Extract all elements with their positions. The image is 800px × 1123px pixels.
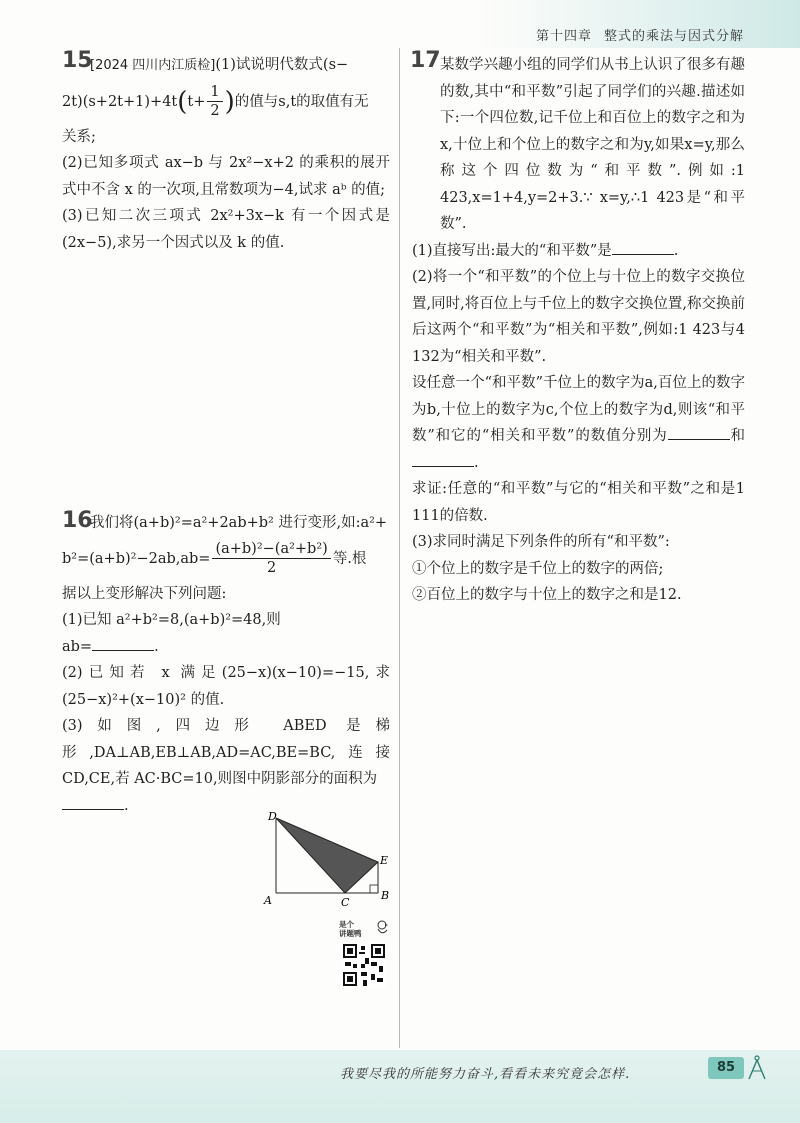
q16-intro-d: 据以上变形解决下列问题: [62, 585, 227, 602]
running-header [536, 25, 744, 44]
footer-motto: 我要尽我的所能努力奋斗,看看未来究竟会怎样. [340, 1067, 631, 1082]
q17-condition-1: ①个位上的数字是千位上的数字的两倍; [412, 560, 664, 577]
label-b: B [381, 889, 390, 902]
qr-label: 是个 讲题鸭 [339, 920, 362, 938]
q15-part3: (3)已知二次三项式 2x²+3x−k 有一个因式是(2x−5),求另一个因式以及 k 的值. [62, 208, 390, 251]
answer-blank [612, 240, 674, 255]
compass-icon [746, 1055, 768, 1081]
page-number: 85 [708, 1057, 744, 1079]
q17-part2-b: 设任意一个“和平数”千位上的数字为a,百位上的数字为b,十位上的数字为c,个位上的数字为d,则该“和平数”和它的“相关和平数”的数值分别为 和. [412, 375, 745, 471]
answer-blank [62, 795, 124, 810]
trapezoid-figure [260, 810, 390, 910]
q16-part3: (3)如图,四边形 ABED 是梯形,DA⊥AB,EB⊥AB,AD=AC,BE=BC,连接 CD,CE,若 AC·BC=10,则图中阴影部分的面积为 . [62, 718, 390, 814]
q16-part1: (1)已知 a²+b²=8,(a+b)²=48,则 ab= . [62, 612, 281, 655]
q15-part2: (2)已知多项式 ax−b 与 2x²−x+2 的乘积的展开式中不含 x 的一次项,且常数项为−4,试求 aᵇ 的值; [62, 155, 390, 198]
right-angle-mark [370, 885, 378, 893]
q17-part2-c: 求证:任意的“和平数”与它的“相关和平数”之和是1 111的倍数. [412, 481, 745, 524]
q15-line-3: 关系; [62, 128, 96, 145]
question-15-number: 15 [62, 48, 93, 73]
footer-band [0, 1050, 800, 1123]
chapter-title: 整式的乘法与因式分解 [603, 29, 744, 44]
answer-blank [92, 636, 154, 651]
label-e: E [380, 854, 389, 867]
label-c: C [341, 896, 350, 909]
q15-source: [2024 四川内江质检] [90, 58, 216, 73]
question-17-number: 17 [410, 48, 441, 73]
q17-part1: (1)直接写出:最大的“和平数”是 . [412, 238, 745, 265]
qr-code-icon[interactable] [341, 942, 387, 988]
label-a: A [264, 894, 272, 907]
q16-intro-line-2 [62, 537, 390, 581]
q15-part1-t: t+ [187, 93, 206, 110]
q16-part2: (2)已知若 x 满足(25−x)(x−10)=−15,求(25−x)²+(x−10)² 的值. [62, 665, 390, 708]
q17-part2: (2)将一个“和平数”的个位上与十位上的数字交换位置,同时,将百位上与千位上的数字交换位置,称交换前后这两个“和平数”为“相关和平数”,例如:1 423与4 132为“相关和平数”. [412, 269, 745, 365]
label-d: D [268, 810, 277, 823]
q17-condition-2: ②百位上的数字与十位上的数字之和是12. [412, 587, 682, 603]
duck-mascot-icon [375, 920, 389, 936]
fraction-ab-identity: $\frac{\text{(a+b)²−(a²+b²)}}{2}$ [212, 540, 330, 577]
q16-intro-c: 等.根 [332, 550, 367, 567]
q15-line-1 [90, 52, 390, 80]
q15-part1-b: 2t)(s+2t+1)+4t [62, 93, 178, 110]
chapter-label: 第十四章 [535, 29, 592, 44]
q17-intro: 某数学兴趣小组的同学们从书上认识了很多有趣的数,其中“和平数”引起了同学们的兴趣.描述如下:一个四位数,记千位上和百位上的数字之和为x,十位上和个位上的数字之和为y,如果x=y,那么称这个四位数为“和平数”.例如:1 423,x=1+4,y=2+3.∵ x=y,∴1 423是“和平数”. [440, 57, 745, 232]
q15-part1-a: (1)试说明代数式(s− [215, 57, 349, 73]
column-divider [399, 48, 400, 1048]
q16-intro-b: b²=(a+b)²−2ab,ab= [62, 550, 211, 567]
q16-intro-a: 我们将(a+b)²=a²+2ab+b² 进行变形,如:a²+ [90, 515, 388, 531]
answer-blank [412, 452, 474, 467]
answer-blank [668, 425, 730, 440]
qr-code-block [335, 920, 395, 1000]
q17-part3: (3)求同时满足下列条件的所有“和平数”: [412, 534, 670, 550]
q15-part1-c: 的值与s,t的取值有无 [234, 93, 369, 110]
q15-line-2: 2t)(s+2t+1)+4t(t+ $\frac{1}{2}$ )的值与s,t的取值有无 [62, 84, 369, 119]
question-16-number: 16 [62, 508, 93, 533]
fraction-one-half: $\frac{1}{2}$ [207, 83, 222, 120]
shaded-triangle-dce [276, 818, 378, 893]
